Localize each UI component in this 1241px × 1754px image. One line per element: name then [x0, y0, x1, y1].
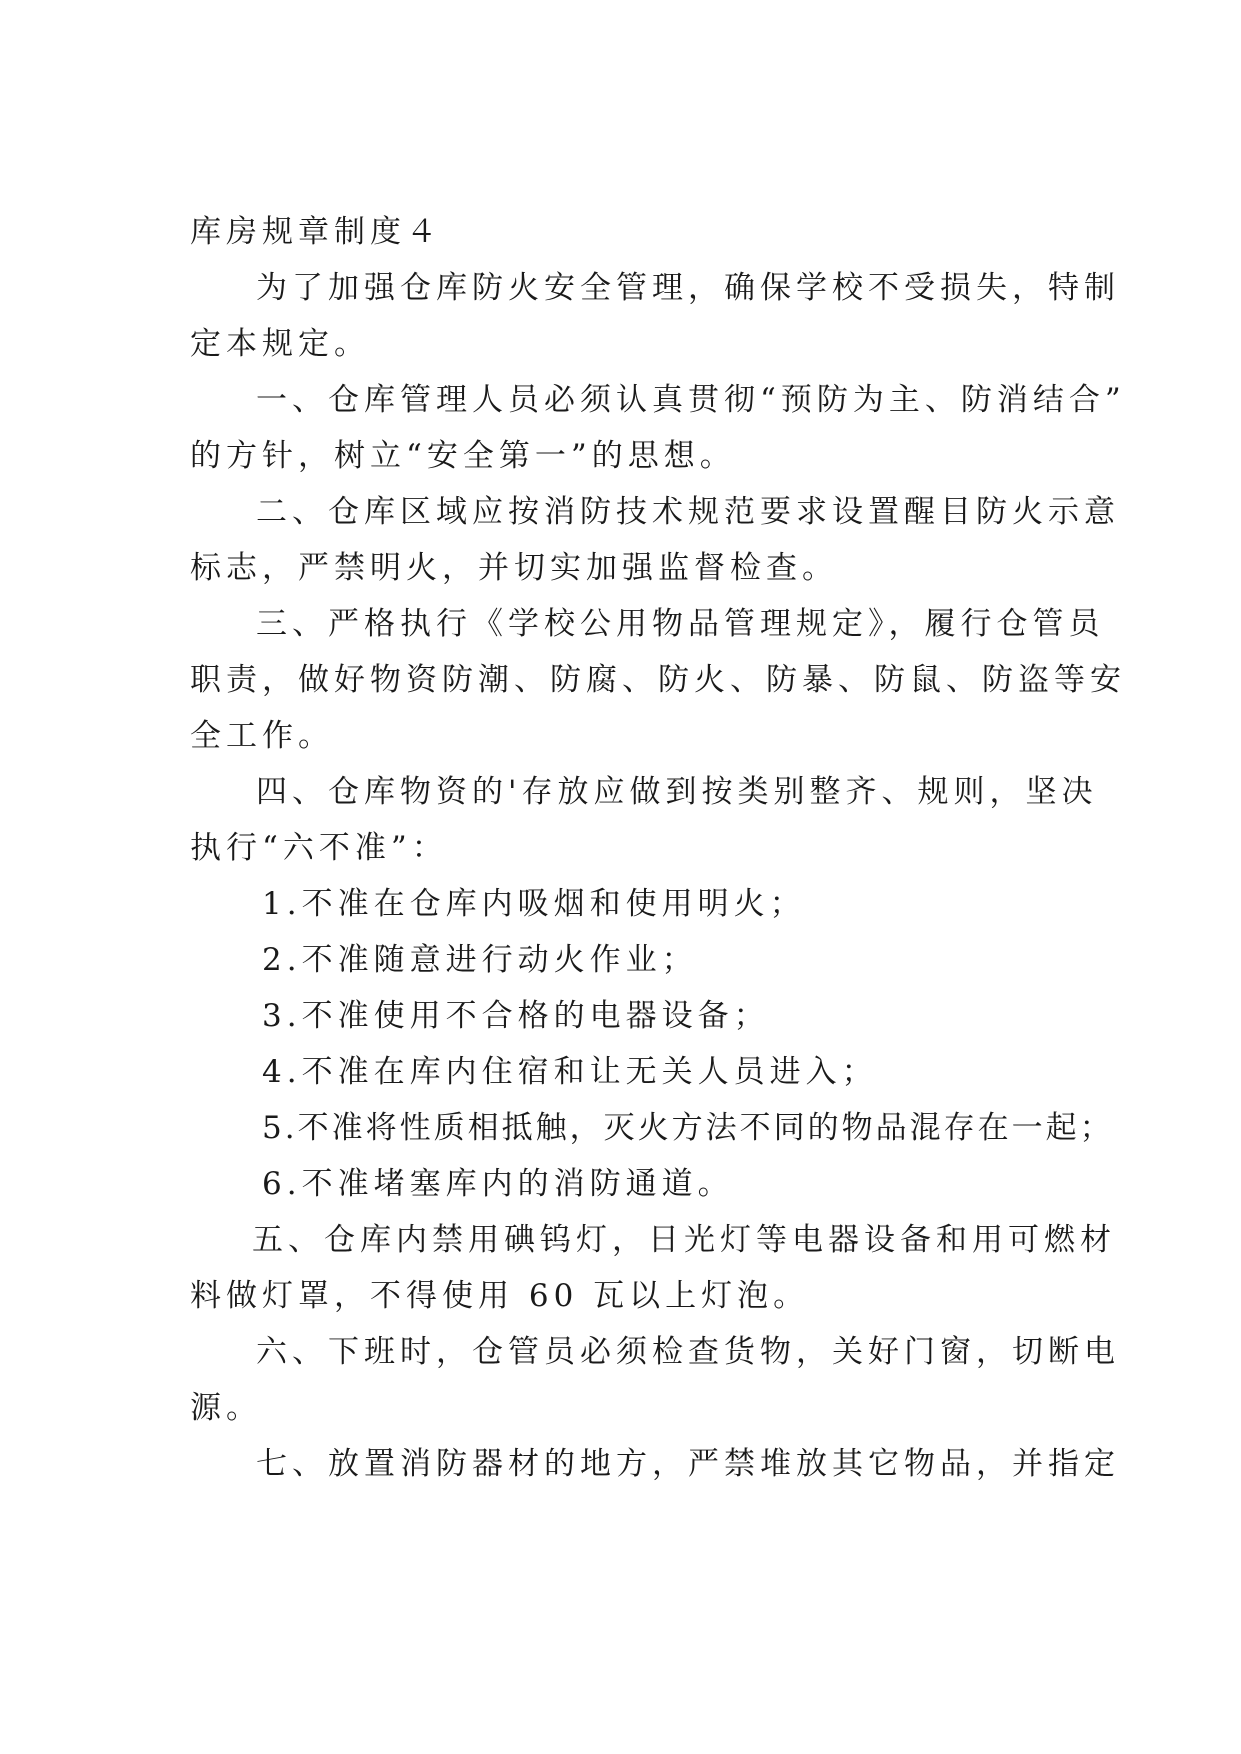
paragraph-line: 源。: [190, 1390, 262, 1426]
list-item: 4.不准在库内住宿和让无关人员进入；: [262, 1054, 878, 1090]
document-title: 库房规章制度４: [190, 214, 442, 250]
list-item: 2.不准随意进行动火作业；: [262, 942, 698, 978]
list-item: 6.不准堵塞库内的消防通道。: [262, 1166, 734, 1202]
paragraph-line: 执行“六不准”：: [190, 830, 448, 866]
paragraph-line: 六、下班时，仓管员必须检查货物，关好门窗，切断电: [256, 1334, 1120, 1370]
paragraph-line: 料做灯罩，不得使用 60 瓦以上灯泡。: [190, 1278, 810, 1314]
paragraph-line: 五、仓库内禁用碘钨灯，日光灯等电器设备和用可燃材: [252, 1222, 1116, 1258]
list-item: 3.不准使用不合格的电器设备；: [262, 998, 770, 1034]
paragraph-line: 二、仓库区域应按消防技术规范要求设置醒目防火示意: [256, 494, 1120, 530]
paragraph-line: 一、仓库管理人员必须认真贯彻“预防为主、防消结合”: [256, 382, 1126, 418]
paragraph-line: 三、严格执行《学校公用物品管理规定》，履行仓管员: [256, 606, 1105, 642]
paragraph-line: 定本规定。: [190, 326, 370, 362]
list-item: 5.不准将性质相抵触，灭火方法不同的物品混存在一起；: [262, 1110, 1114, 1146]
paragraph-line: 为了加强仓库防火安全管理，确保学校不受损失，特制: [256, 270, 1120, 306]
paragraph-line: 全工作。: [190, 718, 334, 754]
paragraph-line: 的方针，树立“安全第一”的思想。: [190, 438, 736, 474]
paragraph-line: 七、放置消防器材的地方，严禁堆放其它物品，并指定: [256, 1446, 1120, 1482]
paragraph-line: 标志，严禁明火，并切实加强监督检查。: [190, 550, 838, 586]
paragraph-line: 职责，做好物资防潮、防腐、防火、防暴、防鼠、防盗等安: [190, 662, 1126, 698]
list-item: 1.不准在仓库内吸烟和使用明火；: [262, 886, 806, 922]
paragraph-line: 四、仓库物资的'存放应做到按类别整齐、规则，坚决: [256, 774, 1098, 810]
